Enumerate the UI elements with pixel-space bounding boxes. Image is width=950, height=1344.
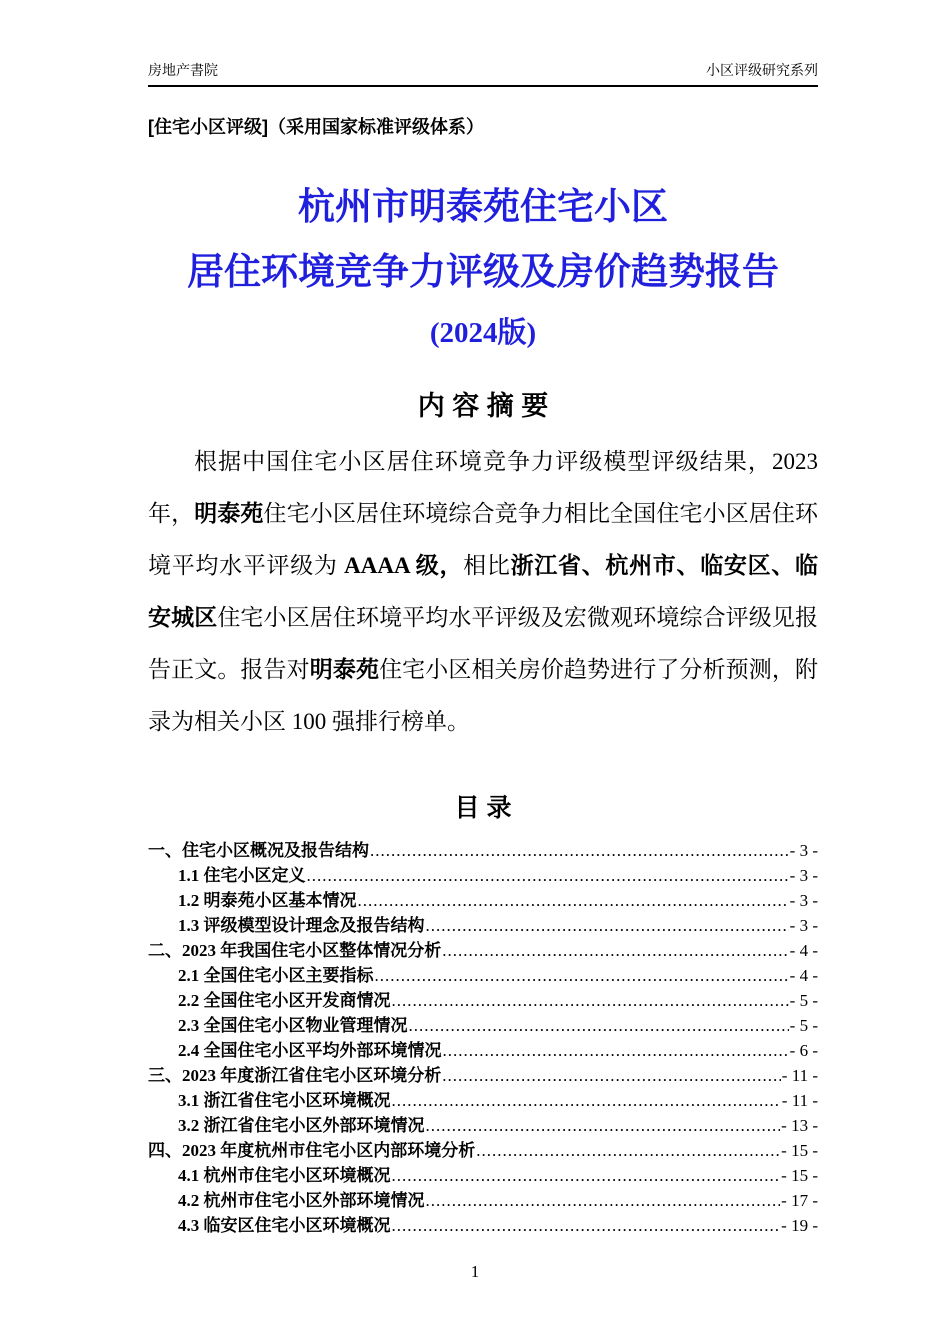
toc-dot-leader	[392, 991, 789, 1011]
toc-entry-page: - 4 -	[789, 966, 818, 985]
toc-dot-leader	[476, 1141, 780, 1161]
summary-heading: 内 容 摘 要	[417, 391, 549, 421]
toc-entry-page: - 5 -	[789, 1016, 818, 1035]
toc-dot-leader	[307, 866, 789, 886]
toc-entry	[148, 1111, 818, 1136]
toc-entry-label: 1.1 住宅小区定义	[178, 866, 306, 885]
toc-entry-label: 3.1 浙江省住宅小区环境概况	[178, 1091, 391, 1110]
summary-text-bold: 浙江省、杭州市、临安区、临安城区	[148, 553, 819, 630]
toc-entry-page: - 5 -	[789, 991, 818, 1010]
toc-entry	[148, 1211, 818, 1236]
toc-dot-leader	[426, 1191, 781, 1211]
toc-entry-page: - 3 -	[789, 866, 818, 885]
summary-text-bold: AAAA 级，	[344, 553, 464, 578]
toc-entry-label: 2.3 全国住宅小区物业管理情况	[178, 1016, 408, 1035]
toc-dot-leader	[375, 966, 789, 986]
toc-entry-page: - 4 -	[789, 941, 818, 960]
summary-text: 住宅小区相关房价趋势进行了分析预测，附录为相关小区 100 强排行榜单。	[148, 657, 819, 734]
toc-entry-page: - 15 -	[781, 1166, 818, 1185]
toc-entry-label: 三、2023 年度浙江省住宅小区环境分析	[148, 1066, 442, 1085]
toc-list	[148, 836, 818, 1236]
title-block	[148, 187, 818, 350]
toc-entry	[148, 1061, 818, 1086]
toc-dot-leader	[392, 1216, 781, 1236]
toc-entry-label: 1.2 明泰苑小区基本情况	[178, 891, 357, 910]
toc-entry-page: - 15 -	[781, 1141, 818, 1160]
toc-entry-label: 4.3 临安区住宅小区环境概况	[178, 1216, 391, 1235]
toc-entry-label: 一、住宅小区概况及报告结构	[148, 841, 369, 860]
toc-entry-label: 2.2 全国住宅小区开发商情况	[178, 991, 391, 1010]
toc-entry	[148, 1161, 818, 1186]
report-series-subtitle: [住宅小区评级]（采用国家标准评级体系）	[148, 117, 484, 137]
toc-dot-leader	[426, 916, 789, 936]
toc-dot-leader	[409, 1016, 789, 1036]
summary-text-bold: 明泰苑	[194, 501, 264, 526]
toc-entry-label: 二、2023 年我国住宅小区整体情况分析	[148, 941, 442, 960]
report-title-line-2: 居住环境竞争力评级及房价趋势报告	[187, 252, 779, 293]
toc-dot-leader	[443, 1041, 789, 1061]
toc-entry	[148, 1011, 818, 1036]
summary-text: 相比	[463, 553, 511, 578]
toc-dot-leader	[426, 1116, 781, 1136]
header-left-text: 房地产書院	[148, 62, 218, 78]
toc-dot-leader	[442, 1066, 781, 1086]
toc-entry-page: - 13 -	[781, 1116, 818, 1135]
toc-entry	[148, 936, 818, 961]
report-title-line-1: 杭州市明泰苑住宅小区	[298, 187, 668, 228]
toc-entry-label: 2.1 全国住宅小区主要指标	[178, 966, 374, 985]
toc-dot-leader	[358, 891, 789, 911]
summary-text: 住宅小区居住环境综合竞争力相比全国住宅小区居住环境平均水平评级为	[148, 501, 819, 578]
toc-heading: 目 录	[454, 794, 512, 822]
toc-entry	[148, 836, 818, 861]
toc-entry-page: - 19 -	[781, 1216, 818, 1235]
toc-entry	[148, 1136, 818, 1161]
toc-entry-page: - 3 -	[789, 916, 818, 935]
toc-dot-leader	[392, 1091, 781, 1111]
toc-entry-label: 2.4 全国住宅小区平均外部环境情况	[178, 1041, 442, 1060]
toc-dot-leader	[370, 841, 789, 861]
toc-entry-label: 1.3 评级模型设计理念及报告结构	[178, 916, 425, 935]
summary-paragraph	[148, 436, 818, 748]
toc-entry	[148, 886, 818, 911]
toc-dot-leader	[442, 941, 788, 961]
toc-entry-page: - 11 -	[781, 1066, 818, 1085]
header-right-text: 小区评级研究系列	[706, 62, 818, 78]
report-version: (2024版)	[429, 317, 537, 349]
summary-text: 住宅小区居住环境平均水平评级及宏微观环境综合评级见报告正文。报告对	[148, 605, 819, 682]
toc-entry	[148, 1086, 818, 1111]
toc-entry	[148, 911, 818, 936]
toc-entry	[148, 986, 818, 1011]
running-header	[148, 60, 818, 87]
page-number: 1	[470, 1262, 480, 1281]
summary-text: 根据中国住宅小区居住环境竞争力评级模型评级结果，2023 年，	[148, 449, 818, 526]
toc-entry-label: 四、2023 年度杭州市住宅小区内部环境分析	[148, 1141, 476, 1160]
toc-dot-leader	[392, 1166, 781, 1186]
toc-entry-page: - 17 -	[781, 1191, 818, 1210]
toc-entry	[148, 861, 818, 886]
toc-entry	[148, 961, 818, 986]
toc-entry	[148, 1036, 818, 1061]
summary-text-bold: 明泰苑	[309, 657, 380, 682]
toc-entry-page: - 3 -	[789, 841, 818, 860]
toc-entry	[148, 1186, 818, 1211]
toc-entry-page: - 6 -	[789, 1041, 818, 1060]
toc-entry-label: 4.2 杭州市住宅小区外部环境情况	[178, 1191, 425, 1210]
toc-entry-label: 3.2 浙江省住宅小区外部环境情况	[178, 1116, 425, 1135]
toc-entry-label: 4.1 杭州市住宅小区环境概况	[178, 1166, 391, 1185]
toc-entry-page: - 11 -	[781, 1091, 818, 1110]
toc-entry-page: - 3 -	[789, 891, 818, 910]
